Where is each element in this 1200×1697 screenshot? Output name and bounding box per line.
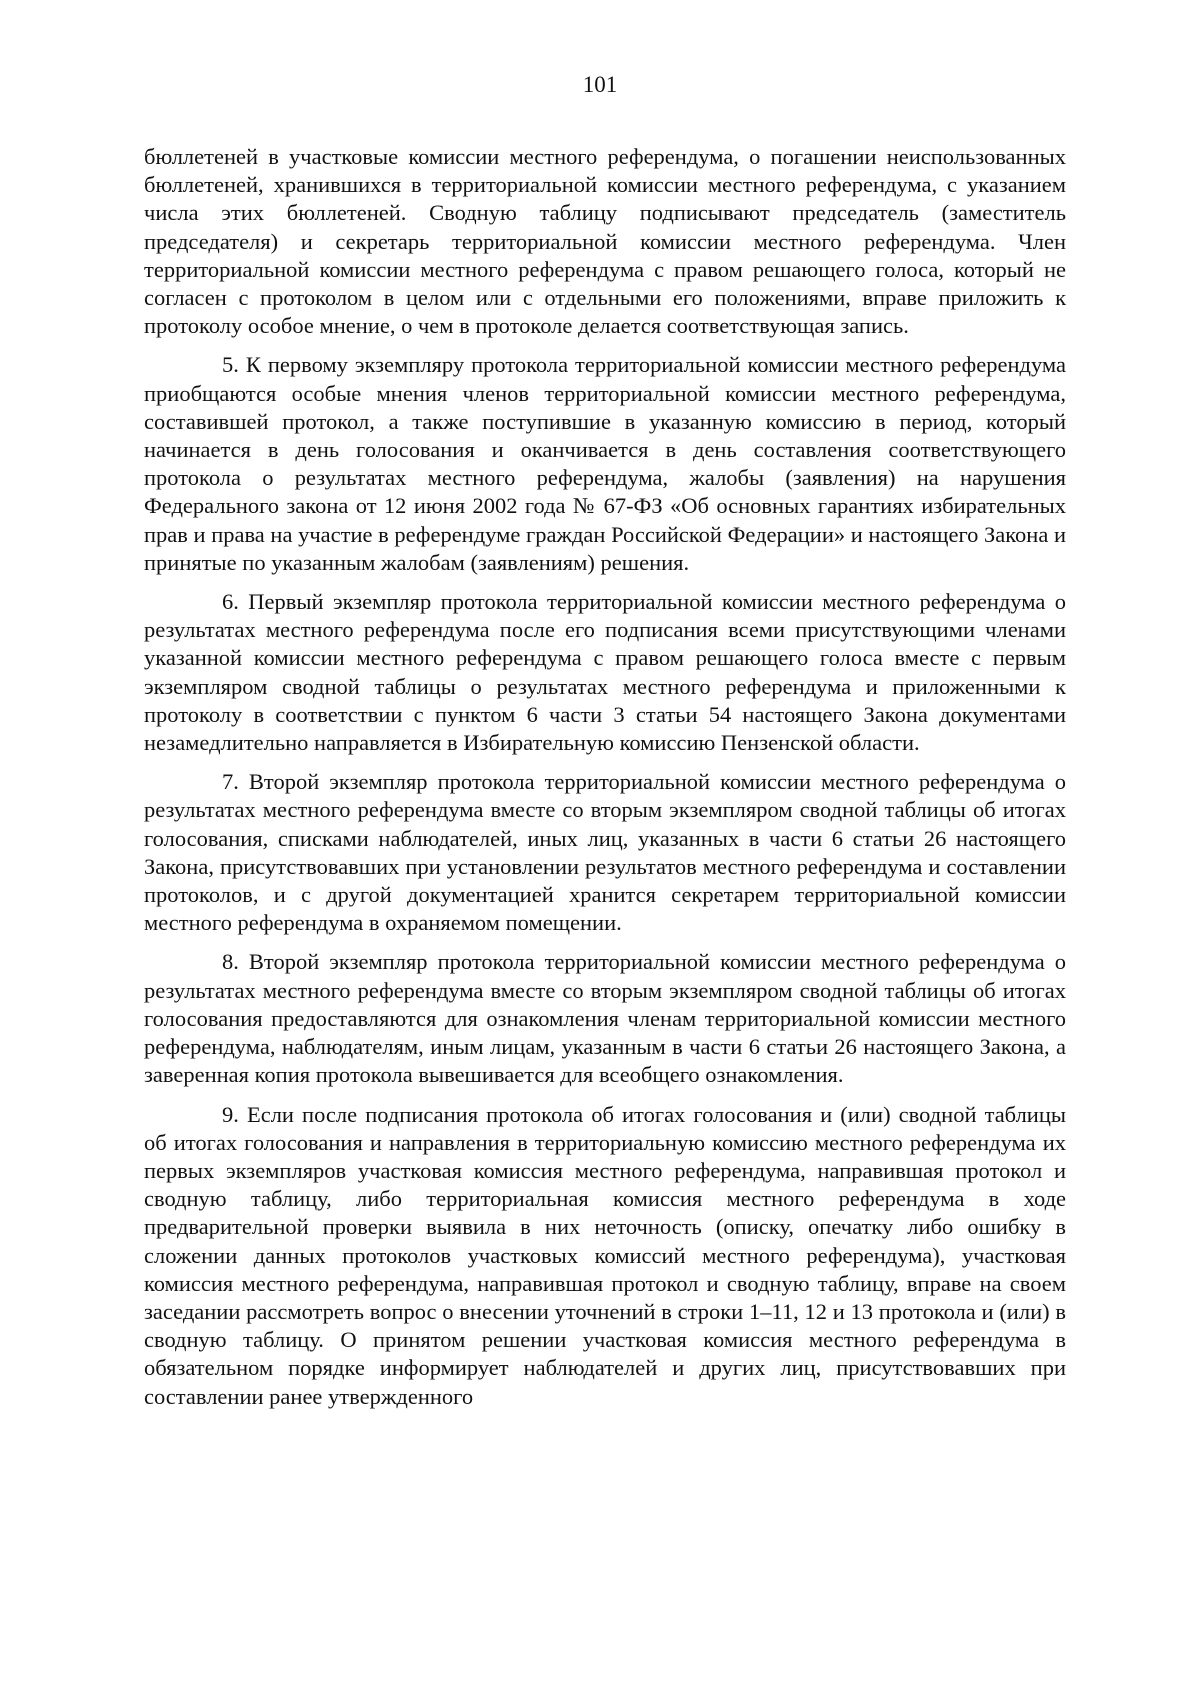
paragraph-item-7: 7. Второй экземпляр протокола территориальной комиссии местного референдума о результатах местного референдума вместе со вторым экземпляром сводной таблицы об итогах голосования, списками наблюдателей, иных лиц, указанных в части 6 статьи 26 настоящего Закона, присутствовавших при установлении результатов местного референдума и составлении протоколов, и с другой документацией хранится секретарем территориальной комиссии местного референдума в охраняемом помещении. <box>144 769 1066 936</box>
document-body <box>144 143 1066 1411</box>
paragraph-item-8: 8. Второй экземпляр протокола территориальной комиссии местного референдума о результатах местного референдума вместе со вторым экземпляром сводной таблицы об итогах голосования предоставляются для ознакомления членам территориальной комиссии местного референдума, наблюдателям, иным лицам, указанным в части 6 статьи 26 настоящего Закона, а заверенная копия протокола вывешивается для всеобщего ознакомления. <box>144 949 1066 1088</box>
paragraph-continuation: бюллетеней в участковые комиссии местного референдума, о погашении неиспользованных бюллетеней, хранившихся в территориальной комиссии местного референдума, с указанием числа этих бюллетеней. Сводную таблицу подписывают председатель (заместитель председателя) и секретарь территориальной комиссии местного референдума. Член территориальной комиссии местного референдума с правом решающего голоса, который не согласен с протоколом в целом или с отдельными его положениями, вправе приложить к протоколу особое мнение, о чем в протоколе делается соответствующая запись. <box>144 144 1066 339</box>
page-number: 101 <box>582 72 618 97</box>
paragraph-item-5: 5. К первому экземпляру протокола территориальной комиссии местного референдума приобщаются особые мнения членов территориальной комиссии местного референдума, составившей протокол, а также поступившие в указанную комиссию в период, который начинается в день голосования и оканчивается в день составления соответствующего протокола о результатах местного референдума, жалобы (заявления) на нарушения Федерального закона от 12 июня 2002 года № 67-ФЗ «Об основных гарантиях избирательных прав и права на участие в референдуме граждан Российской Федерации» и настоящего Закона и принятые по указанным жалобам (заявлениям) решения. <box>144 352 1066 575</box>
paragraph-item-9: 9. Если после подписания протокола об итогах голосования и (или) сводной таблицы об итогах голосования и направления в территориальную комиссию местного референдума их первых экземпляров участковая комиссия местного референдума, направившая протокол и сводную таблицу, либо территориальная комиссия местного референдума в ходе предварительной проверки выявила в них неточность (описку, опечатку либо ошибку в сложении данных протоколов участковых комиссий местного референдума), участковая комиссия местного референдума, направившая протокол и сводную таблицу, вправе на своем заседании рассмотреть вопрос о внесении уточнений в строки 1–11, 12 и 13 протокола и (или) в сводную таблицу. О принятом решении участковая комиссия местного референдума в обязательном порядке информирует наблюдателей и других лиц, присутствовавших при составлении ранее утвержденного <box>144 1101 1066 1409</box>
paragraph-item-6: 6. Первый экземпляр протокола территориальной комиссии местного референдума о результатах местного референдума после его подписания всеми присутствующими членами указанной комиссии местного референдума с правом решающего голоса вместе с первым экземпляром сводной таблицы о результатах местного референдума и приложенными к протоколу в соответствии с пунктом 6 части 3 статьи 54 настоящего Закона документами незамедлительно направляется в Избирательную комиссию Пензенской области. <box>144 589 1066 756</box>
